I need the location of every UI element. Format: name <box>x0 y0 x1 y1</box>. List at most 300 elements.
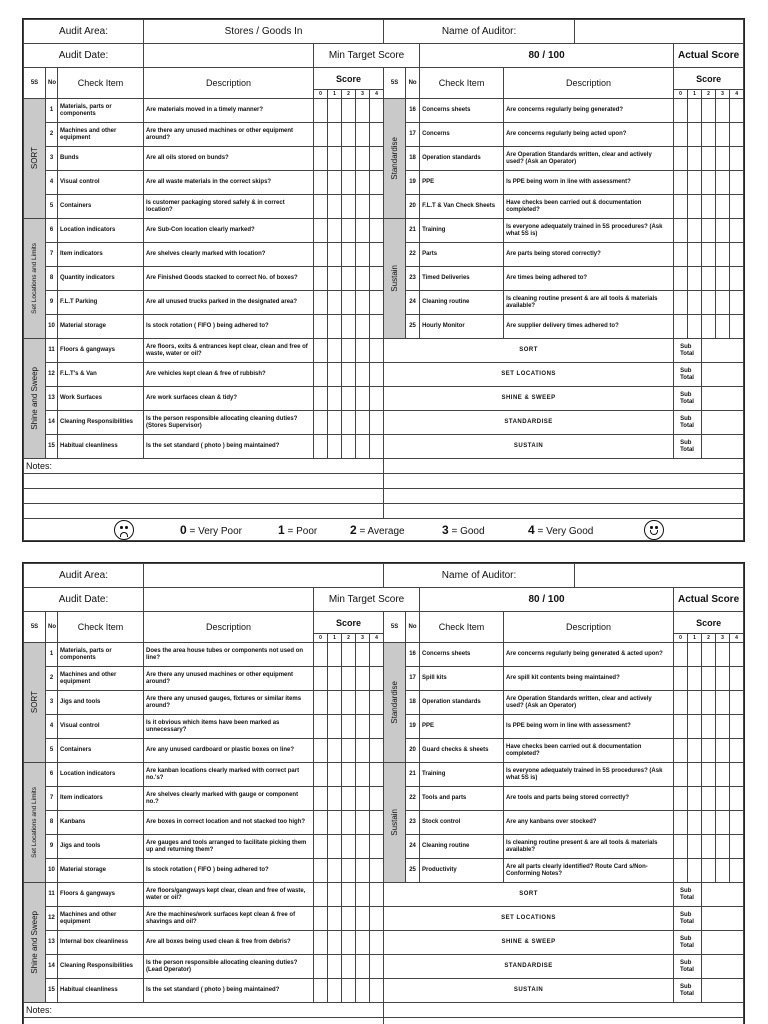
score-cell[interactable] <box>328 387 342 411</box>
score-cell[interactable] <box>356 763 370 787</box>
score-cell[interactable] <box>688 267 702 291</box>
score-cell[interactable] <box>328 291 342 315</box>
score-cell[interactable] <box>674 219 688 243</box>
score-cell[interactable] <box>356 411 370 435</box>
score-cell[interactable] <box>342 243 356 267</box>
score-cell[interactable] <box>702 123 716 147</box>
score-cell[interactable] <box>702 715 716 739</box>
sub-total-field[interactable] <box>702 907 744 931</box>
score-cell[interactable] <box>342 691 356 715</box>
summary-label: SORT <box>384 883 674 907</box>
score-cell[interactable] <box>674 315 688 339</box>
score-cell[interactable] <box>730 243 744 267</box>
target-score-value: 80 / 100 <box>420 44 674 68</box>
item-number: 3 <box>46 147 58 171</box>
score-cell[interactable] <box>688 99 702 123</box>
score-cell[interactable] <box>342 667 356 691</box>
score-cell[interactable] <box>328 739 342 763</box>
score-cell[interactable] <box>328 883 342 907</box>
notes-line[interactable] <box>384 504 744 519</box>
score-cell[interactable] <box>356 267 370 291</box>
score-cell[interactable] <box>674 787 688 811</box>
score-cell[interactable] <box>328 147 342 171</box>
score-cell[interactable] <box>356 123 370 147</box>
score-cell[interactable] <box>716 763 730 787</box>
score-cell[interactable] <box>716 147 730 171</box>
score-cell[interactable] <box>730 739 744 763</box>
score-cell[interactable] <box>328 267 342 291</box>
score-cell[interactable] <box>674 267 688 291</box>
notes-line[interactable] <box>24 504 384 519</box>
score-cell[interactable] <box>702 811 716 835</box>
score-cell[interactable] <box>370 883 384 907</box>
check-item: Cleaning Responsibilities <box>58 955 144 979</box>
score-cell[interactable] <box>688 123 702 147</box>
score-cell[interactable] <box>730 315 744 339</box>
score-cell[interactable] <box>342 339 356 363</box>
score-cell[interactable] <box>328 907 342 931</box>
score-cell[interactable] <box>342 763 356 787</box>
score-cell[interactable] <box>688 691 702 715</box>
score-cell[interactable] <box>356 219 370 243</box>
score-cell[interactable] <box>370 195 384 219</box>
score-cell[interactable] <box>688 643 702 667</box>
score-cell[interactable] <box>328 859 342 883</box>
score-cell[interactable] <box>730 763 744 787</box>
score-cell[interactable] <box>370 643 384 667</box>
score-cell[interactable] <box>702 171 716 195</box>
score-cell[interactable] <box>328 667 342 691</box>
score-cell[interactable] <box>342 411 356 435</box>
score-cell[interactable] <box>314 99 328 123</box>
score-cell[interactable] <box>328 715 342 739</box>
score-cell[interactable] <box>674 99 688 123</box>
score-cell[interactable] <box>702 147 716 171</box>
score-cell[interactable] <box>328 315 342 339</box>
audit-date-field[interactable] <box>144 588 314 612</box>
score-cell[interactable] <box>370 931 384 955</box>
score-cell[interactable] <box>342 955 356 979</box>
score-cell[interactable] <box>328 955 342 979</box>
score-cell[interactable] <box>688 787 702 811</box>
score-cell[interactable] <box>688 171 702 195</box>
score-cell[interactable] <box>370 859 384 883</box>
score-cell[interactable] <box>328 123 342 147</box>
score-cell[interactable] <box>688 291 702 315</box>
sub-total-field[interactable] <box>702 979 744 1003</box>
score-cell[interactable] <box>314 315 328 339</box>
score-cell[interactable] <box>342 715 356 739</box>
score-cell[interactable] <box>716 715 730 739</box>
score-cell[interactable] <box>730 859 744 883</box>
score-cell[interactable] <box>356 979 370 1003</box>
score-cell[interactable] <box>674 243 688 267</box>
score-cell[interactable] <box>674 643 688 667</box>
score-cell[interactable] <box>328 931 342 955</box>
score-cell[interactable] <box>314 243 328 267</box>
score-cell[interactable] <box>716 219 730 243</box>
score-cell[interactable] <box>716 691 730 715</box>
score-cell[interactable] <box>674 123 688 147</box>
score-cell[interactable] <box>328 339 342 363</box>
score-cell[interactable] <box>356 787 370 811</box>
score-cell[interactable] <box>328 99 342 123</box>
score-cell[interactable] <box>370 787 384 811</box>
score-cell[interactable] <box>730 171 744 195</box>
check-item: Stock control <box>420 811 504 835</box>
score-cell[interactable] <box>730 715 744 739</box>
score-cell[interactable] <box>356 147 370 171</box>
notes-line[interactable] <box>24 1018 384 1024</box>
score-cell[interactable] <box>342 859 356 883</box>
score-cell[interactable] <box>356 171 370 195</box>
score-cell[interactable] <box>370 739 384 763</box>
score-cell[interactable] <box>342 739 356 763</box>
score-cell[interactable] <box>314 931 328 955</box>
sub-total-field[interactable] <box>702 387 744 411</box>
notes-field[interactable] <box>384 1003 744 1018</box>
score-cell[interactable] <box>370 387 384 411</box>
score-cell[interactable] <box>356 643 370 667</box>
sub-total-field[interactable] <box>702 883 744 907</box>
score-cell[interactable] <box>342 171 356 195</box>
score-cell[interactable] <box>702 219 716 243</box>
score-cell[interactable] <box>314 691 328 715</box>
score-cell[interactable] <box>674 667 688 691</box>
score-cell[interactable] <box>342 267 356 291</box>
score-digit: 4 <box>730 90 744 99</box>
score-cell[interactable] <box>342 291 356 315</box>
score-cell[interactable] <box>730 123 744 147</box>
score-cell[interactable] <box>730 667 744 691</box>
score-cell[interactable] <box>356 907 370 931</box>
score-cell[interactable] <box>674 739 688 763</box>
score-cell[interactable] <box>314 979 328 1003</box>
score-digit: 1 <box>328 90 342 99</box>
score-cell[interactable] <box>702 835 716 859</box>
score-cell[interactable] <box>702 99 716 123</box>
score-cell[interactable] <box>314 643 328 667</box>
score-cell[interactable] <box>314 171 328 195</box>
score-cell[interactable] <box>370 171 384 195</box>
score-cell[interactable] <box>328 979 342 1003</box>
score-cell[interactable] <box>370 363 384 387</box>
score-cell[interactable] <box>702 291 716 315</box>
score-cell[interactable] <box>730 835 744 859</box>
score-cell[interactable] <box>730 195 744 219</box>
score-cell[interactable] <box>730 643 744 667</box>
score-cell[interactable] <box>328 435 342 459</box>
score-cell[interactable] <box>674 715 688 739</box>
score-cell[interactable] <box>314 435 328 459</box>
notes-field[interactable] <box>384 459 744 474</box>
score-cell[interactable] <box>314 739 328 763</box>
score-cell[interactable] <box>688 739 702 763</box>
score-cell[interactable] <box>328 835 342 859</box>
sub-total-field[interactable] <box>702 955 744 979</box>
score-cell[interactable] <box>328 171 342 195</box>
score-cell[interactable] <box>342 123 356 147</box>
score-cell[interactable] <box>342 907 356 931</box>
score-cell[interactable] <box>702 315 716 339</box>
score-cell[interactable] <box>688 219 702 243</box>
score-cell[interactable] <box>356 99 370 123</box>
score-cell[interactable] <box>328 691 342 715</box>
score-cell[interactable] <box>730 291 744 315</box>
score-cell[interactable] <box>702 763 716 787</box>
score-cell[interactable] <box>716 315 730 339</box>
score-cell[interactable] <box>356 883 370 907</box>
score-cell[interactable] <box>702 667 716 691</box>
score-cell[interactable] <box>342 99 356 123</box>
score-cell[interactable] <box>314 787 328 811</box>
score-cell[interactable] <box>688 811 702 835</box>
score-cell[interactable] <box>356 691 370 715</box>
score-cell[interactable] <box>342 835 356 859</box>
score-cell[interactable] <box>730 267 744 291</box>
score-cell[interactable] <box>702 859 716 883</box>
score-cell[interactable] <box>314 763 328 787</box>
score-cell[interactable] <box>716 243 730 267</box>
score-cell[interactable] <box>370 123 384 147</box>
score-cell[interactable] <box>342 643 356 667</box>
notes-label: Notes: <box>24 1003 384 1018</box>
score-cell[interactable] <box>370 667 384 691</box>
score-cell[interactable] <box>674 811 688 835</box>
score-cell[interactable] <box>702 739 716 763</box>
audit-date-field[interactable] <box>144 44 314 68</box>
score-cell[interactable] <box>370 339 384 363</box>
notes-line[interactable] <box>24 489 384 504</box>
sub-total-field[interactable] <box>702 363 744 387</box>
score-cell[interactable] <box>328 219 342 243</box>
score-cell[interactable] <box>674 147 688 171</box>
score-cell[interactable] <box>342 315 356 339</box>
check-item: Location indicators <box>58 219 144 243</box>
score-cell[interactable] <box>356 739 370 763</box>
notes-line[interactable] <box>384 1018 744 1024</box>
score-cell[interactable] <box>342 787 356 811</box>
score-cell[interactable] <box>356 291 370 315</box>
score-cell[interactable] <box>342 219 356 243</box>
score-cell[interactable] <box>688 315 702 339</box>
score-cell[interactable] <box>342 931 356 955</box>
score-cell[interactable] <box>356 835 370 859</box>
score-cell[interactable] <box>356 435 370 459</box>
score-cell[interactable] <box>314 835 328 859</box>
item-number: 25 <box>406 859 420 883</box>
sub-total-field[interactable] <box>702 435 744 459</box>
actual-score-label: Actual Score <box>674 588 744 612</box>
score-cell[interactable] <box>702 243 716 267</box>
score-cell[interactable] <box>730 147 744 171</box>
score-cell[interactable] <box>314 811 328 835</box>
score-digit: 4 <box>370 90 384 99</box>
score-cell[interactable] <box>370 907 384 931</box>
item-description: Are floors, exits & entrances kept clear, clean and free of waste, water or oil? <box>144 339 314 363</box>
summary-label: SORT <box>384 339 674 363</box>
score-cell[interactable] <box>688 195 702 219</box>
score-cell[interactable] <box>716 739 730 763</box>
score-cell[interactable] <box>702 643 716 667</box>
score-cell[interactable] <box>328 763 342 787</box>
score-cell[interactable] <box>314 883 328 907</box>
score-cell[interactable] <box>716 859 730 883</box>
auditor-field[interactable] <box>574 20 743 43</box>
score-cell[interactable] <box>342 363 356 387</box>
item-description: Are all oils stored on bunds? <box>144 147 314 171</box>
score-cell[interactable] <box>356 315 370 339</box>
score-cell[interactable] <box>328 787 342 811</box>
score-cell[interactable] <box>356 955 370 979</box>
score-cell[interactable] <box>328 643 342 667</box>
score-cell[interactable] <box>314 387 328 411</box>
score-cell[interactable] <box>730 691 744 715</box>
audit-area-value[interactable] <box>144 564 384 588</box>
score-cell[interactable] <box>674 835 688 859</box>
score-cell[interactable] <box>314 859 328 883</box>
score-cell[interactable] <box>716 291 730 315</box>
item-description: Are shelves clearly marked with location? <box>144 243 314 267</box>
score-cell[interactable] <box>356 811 370 835</box>
score-cell[interactable] <box>730 219 744 243</box>
score-cell[interactable] <box>716 267 730 291</box>
score-cell[interactable] <box>314 363 328 387</box>
score-cell[interactable] <box>370 435 384 459</box>
score-cell[interactable] <box>356 243 370 267</box>
score-cell[interactable] <box>314 955 328 979</box>
score-cell[interactable] <box>702 267 716 291</box>
score-cell[interactable] <box>688 147 702 171</box>
score-cell[interactable] <box>716 195 730 219</box>
score-cell[interactable] <box>370 315 384 339</box>
score-cell[interactable] <box>314 123 328 147</box>
score-cell[interactable] <box>356 667 370 691</box>
score-cell[interactable] <box>716 835 730 859</box>
check-item: Spill kits <box>420 667 504 691</box>
score-cell[interactable] <box>370 979 384 1003</box>
score-cell[interactable] <box>356 387 370 411</box>
score-cell[interactable] <box>328 243 342 267</box>
score-cell[interactable] <box>702 787 716 811</box>
score-cell[interactable] <box>674 171 688 195</box>
score-cell[interactable] <box>356 859 370 883</box>
score-cell[interactable] <box>674 859 688 883</box>
col-score-header: Score <box>674 68 744 90</box>
score-cell[interactable] <box>730 99 744 123</box>
score-cell[interactable] <box>674 291 688 315</box>
score-cell[interactable] <box>356 339 370 363</box>
score-cell[interactable] <box>674 691 688 715</box>
score-cell[interactable] <box>674 763 688 787</box>
score-cell[interactable] <box>688 835 702 859</box>
score-cell[interactable] <box>716 787 730 811</box>
score-cell[interactable] <box>356 715 370 739</box>
score-cell[interactable] <box>314 291 328 315</box>
score-cell[interactable] <box>716 99 730 123</box>
score-cell[interactable] <box>314 195 328 219</box>
score-cell[interactable] <box>314 715 328 739</box>
score-cell[interactable] <box>314 219 328 243</box>
audit-date-label: Audit Date: <box>24 44 144 68</box>
item-description: Are Finished Goods stacked to correct No. of boxes? <box>144 267 314 291</box>
score-cell[interactable] <box>314 907 328 931</box>
score-cell[interactable] <box>314 267 328 291</box>
score-cell[interactable] <box>716 643 730 667</box>
score-cell[interactable] <box>370 811 384 835</box>
score-cell[interactable] <box>716 811 730 835</box>
score-cell[interactable] <box>702 691 716 715</box>
score-cell[interactable] <box>702 195 716 219</box>
score-cell[interactable] <box>328 363 342 387</box>
score-cell[interactable] <box>688 715 702 739</box>
sub-total-field[interactable] <box>702 411 744 435</box>
score-cell[interactable] <box>370 411 384 435</box>
col-check-header: Check Item <box>420 68 504 99</box>
score-cell[interactable] <box>356 195 370 219</box>
score-cell[interactable] <box>688 667 702 691</box>
score-cell[interactable] <box>730 787 744 811</box>
score-cell[interactable] <box>370 715 384 739</box>
score-cell[interactable] <box>328 811 342 835</box>
score-cell[interactable] <box>356 931 370 955</box>
score-cell[interactable] <box>370 243 384 267</box>
score-cell[interactable] <box>342 147 356 171</box>
score-cell[interactable] <box>328 195 342 219</box>
summary-label: SUSTAIN <box>384 435 674 459</box>
score-cell[interactable] <box>342 435 356 459</box>
score-cell[interactable] <box>716 171 730 195</box>
score-cell[interactable] <box>370 99 384 123</box>
check-item: Habitual cleanliness <box>58 979 144 1003</box>
notes-line[interactable] <box>24 474 384 489</box>
score-cell[interactable] <box>314 411 328 435</box>
audit-area-value[interactable]: Stores / Goods In <box>144 20 384 44</box>
score-cell[interactable] <box>370 267 384 291</box>
score-cell[interactable] <box>370 147 384 171</box>
notes-line[interactable] <box>384 474 744 489</box>
score-cell[interactable] <box>688 243 702 267</box>
notes-line[interactable] <box>384 489 744 504</box>
check-item: Concerns sheets <box>420 99 504 123</box>
score-cell[interactable] <box>342 811 356 835</box>
score-cell[interactable] <box>370 219 384 243</box>
sub-total-field[interactable] <box>702 931 744 955</box>
score-cell[interactable] <box>314 339 328 363</box>
score-cell[interactable] <box>342 979 356 1003</box>
score-cell[interactable] <box>342 195 356 219</box>
score-cell[interactable] <box>356 363 370 387</box>
score-cell[interactable] <box>328 411 342 435</box>
score-cell[interactable] <box>716 123 730 147</box>
score-cell[interactable] <box>342 387 356 411</box>
score-cell[interactable] <box>688 859 702 883</box>
score-cell[interactable] <box>674 195 688 219</box>
score-cell[interactable] <box>314 147 328 171</box>
score-cell[interactable] <box>370 835 384 859</box>
score-cell[interactable] <box>370 955 384 979</box>
score-cell[interactable] <box>730 811 744 835</box>
score-cell[interactable] <box>342 883 356 907</box>
score-cell[interactable] <box>716 667 730 691</box>
sub-total-field[interactable] <box>702 339 744 363</box>
score-cell[interactable] <box>370 291 384 315</box>
auditor-field[interactable] <box>574 564 743 587</box>
score-cell[interactable] <box>370 691 384 715</box>
score-cell[interactable] <box>314 667 328 691</box>
score-cell[interactable] <box>370 763 384 787</box>
score-cell[interactable] <box>688 763 702 787</box>
